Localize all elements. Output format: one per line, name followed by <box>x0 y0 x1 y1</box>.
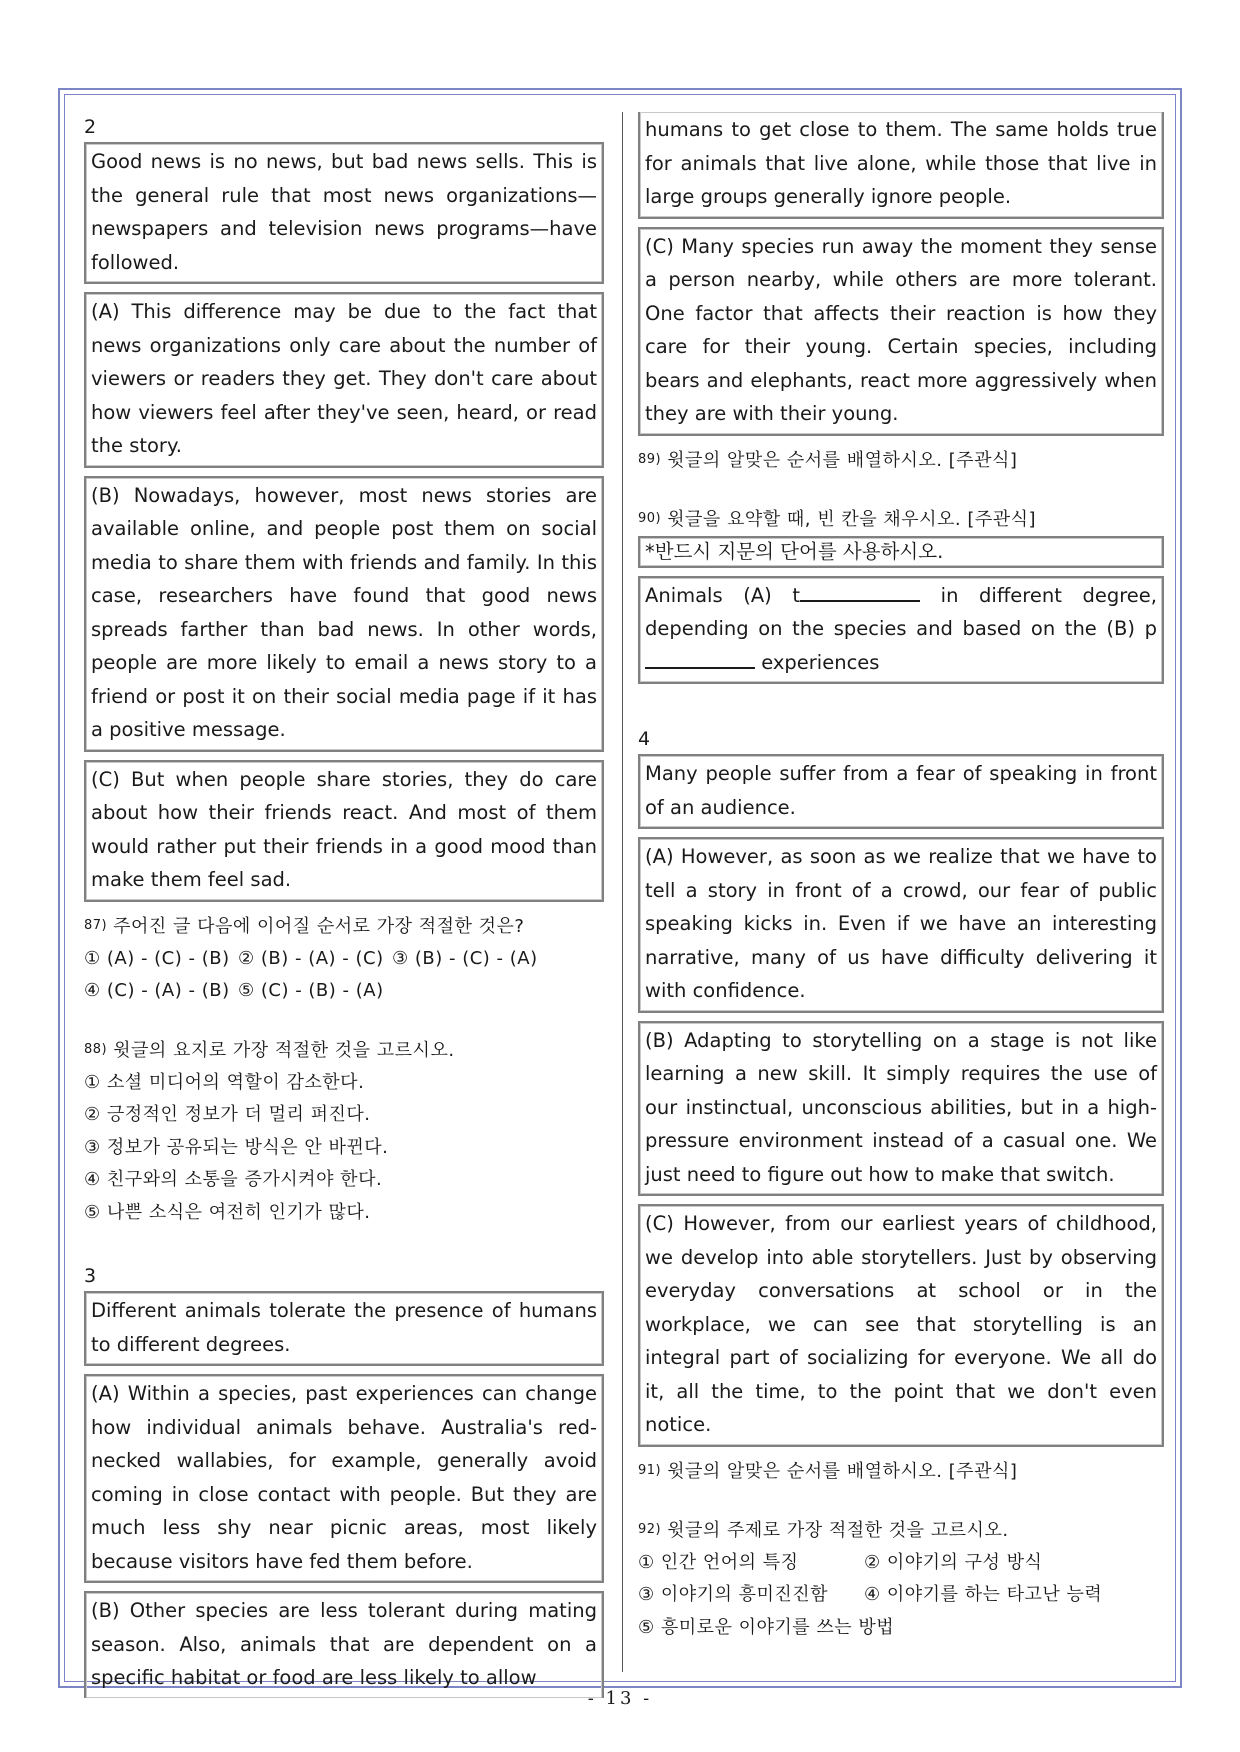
summary-text-part-1: Animals (A) t <box>645 583 801 607</box>
passage-2-paragraph-a: (A) This difference may be due to the fact that news organizations only care about the number of viewers or readers they get. They don't care about how viewers feel after they've seen, heard, or read the story. <box>84 292 604 468</box>
passage-4-intro: Many people suffer from a fear of speaking in front of an audience. <box>638 754 1164 829</box>
passage-4-paragraph-a: (A) However, as soon as we realize that we have to tell a story in front of a crowd, our fear of public speaking kicks in. Even if we have an interesting narrative, many of us have difficulty delivering it with confidence. <box>638 837 1164 1013</box>
summary-blank-b[interactable] <box>645 648 755 669</box>
summary-text-part-3: p <box>1144 617 1157 640</box>
question-92-option-1[interactable]: ① 인간 언어의 특징 <box>638 1551 799 1573</box>
column-divider <box>622 112 623 1672</box>
question-90 <box>638 503 1164 536</box>
question-91-text: 윗글의 알맞은 순서를 배열하시오. [주관식] <box>667 1460 1018 1482</box>
question-92-option-3[interactable]: ③ 이야기의 흥미진진함 <box>638 1584 829 1605</box>
passage-3-paragraph-c: (C) Many species run away the moment they sense a person nearby, while others are more tolerant. One factor that affects their reaction is how they care for their young. Certain species, including bears and elephants, react more aggressively when they are with their young. <box>638 227 1164 436</box>
question-87-options-row-1 <box>84 943 604 976</box>
question-88 <box>84 1034 604 1067</box>
question-91-number: 91) <box>638 1462 662 1478</box>
summary-text-part-4: experiences <box>761 650 880 674</box>
question-87-option-3[interactable]: ③ (B) - (C) - (A) <box>392 947 538 969</box>
question-90-text: 윗글을 요약할 때, 빈 칸을 채우시오. [주관식] <box>667 508 1037 530</box>
passage-4-paragraph-b: (B) Adapting to storytelling on a stage is not like learning a new skill. It simply requires the use of our instinctual, unconscious abilities, but in a high-pressure environment instead of a casual one. We just need to figure out how to make that switch. <box>638 1021 1164 1197</box>
passage-3-paragraph-b-start: (B) Other species are less tolerant during mating season. Also, animals that are dependent on a specific habitat or food are less likely to allow <box>84 1591 604 1698</box>
summary-text-part-2: in different degree, depending on the species and based on the (B) <box>645 583 1157 640</box>
question-88-option-3[interactable]: ③ 정보가 공유되는 방식은 안 바뀐다. <box>84 1136 389 1158</box>
passage-2-intro: Good news is no news, but bad news sells. This is the general rule that most news organizations—newspapers and television news programs—have followed. <box>84 142 604 284</box>
question-87-options-row-2 <box>84 975 604 1008</box>
question-89 <box>638 444 1164 477</box>
question-87-text: 주어진 글 다음에 이어질 순서로 가장 적절한 것은? <box>113 915 525 937</box>
question-90-summary-box <box>638 576 1164 685</box>
question-92-options-row-1 <box>638 1547 1164 1580</box>
question-92-option-5[interactable]: ⑤ 흥미로운 이야기를 쓰는 방법 <box>638 1616 895 1638</box>
passage-3-paragraph-a: (A) Within a species, past experiences can change how individual animals behave. Australia's red-necked wallabies, for example, generally avoid coming in close contact with people. But they are much less shy near picnic areas, most likely because visitors have fed them before. <box>84 1374 604 1583</box>
passage-3-intro: Different animals tolerate the presence of humans to different degrees. <box>84 1291 604 1366</box>
question-88-number: 88) <box>84 1041 108 1057</box>
question-88-option-5[interactable]: ⑤ 나쁜 소식은 여전히 인기가 많다. <box>84 1201 371 1223</box>
question-88-option-1[interactable]: ① 소셜 미디어의 역할이 감소한다. <box>84 1071 365 1093</box>
question-87-option-1[interactable]: ① (A) - (C) - (B) <box>84 947 230 969</box>
left-column <box>84 112 604 1706</box>
passage-3-paragraph-b-end: humans to get close to them. The same holds true for animals that live alone, while those that live in large groups generally ignore people. <box>638 112 1164 219</box>
question-87-option-2[interactable]: ② (B) - (A) - (C) <box>238 947 384 969</box>
question-88-text: 윗글의 요지로 가장 적절한 것을 고르시오. <box>113 1039 455 1061</box>
page-number: - 13 - <box>587 1688 653 1709</box>
question-92-text: 윗글의 주제로 가장 적절한 것을 고르시오. <box>667 1519 1009 1541</box>
passage-4-paragraph-c: (C) However, from our earliest years of childhood, we develop into able storytellers. Just by observing everyday conversations at school or in the workplace, we can see that storytelling is an integral part of socializing for everyone. We all do it, all the time, to the point that we don't even notice. <box>638 1204 1164 1447</box>
question-87-option-4[interactable]: ④ (C) - (A) - (B) <box>84 980 230 1001</box>
question-89-number: 89) <box>638 451 662 467</box>
question-87-number: 87) <box>84 917 108 933</box>
question-91 <box>638 1455 1164 1488</box>
passage-number-3: 3 <box>84 1265 97 1287</box>
passage-2-paragraph-b: (B) Nowadays, however, most news stories are available online, and people post them on social media to share them with friends and family. In this case, researchers have found that good news spreads farther than bad news. In other words, people are more likely to email a news story to a friend or post it on their social media page if it has a positive message. <box>84 476 604 752</box>
question-92 <box>638 1514 1164 1547</box>
question-92-options-row-2 <box>638 1579 1164 1612</box>
question-88-option-4[interactable]: ④ 친구와의 소통을 증가시켜야 한다. <box>84 1169 383 1190</box>
passage-number-2: 2 <box>84 116 97 138</box>
question-89-text: 윗글의 알맞은 순서를 배열하시오. [주관식] <box>667 449 1018 471</box>
question-92-option-2[interactable]: ② 이야기의 구성 방식 <box>864 1551 1043 1573</box>
question-90-note: *반드시 지문의 단어를 사용하시오. <box>638 536 1164 568</box>
question-90-number: 90) <box>638 510 662 526</box>
question-92-number: 92) <box>638 1521 662 1537</box>
question-87-option-5[interactable]: ⑤ (C) - (B) - (A) <box>238 980 384 1001</box>
question-88-option-2[interactable]: ② 긍정적인 정보가 더 멀리 퍼진다. <box>84 1104 371 1125</box>
right-column <box>638 112 1164 1644</box>
summary-blank-a[interactable] <box>800 581 920 602</box>
question-92-option-4[interactable]: ④ 이야기를 하는 타고난 능력 <box>864 1584 1103 1605</box>
passage-number-4: 4 <box>638 728 651 750</box>
passage-2-paragraph-c: (C) But when people share stories, they do care about how their friends react. And most of them would rather put their friends in a good mood than make them feel sad. <box>84 760 604 902</box>
question-87 <box>84 910 604 943</box>
